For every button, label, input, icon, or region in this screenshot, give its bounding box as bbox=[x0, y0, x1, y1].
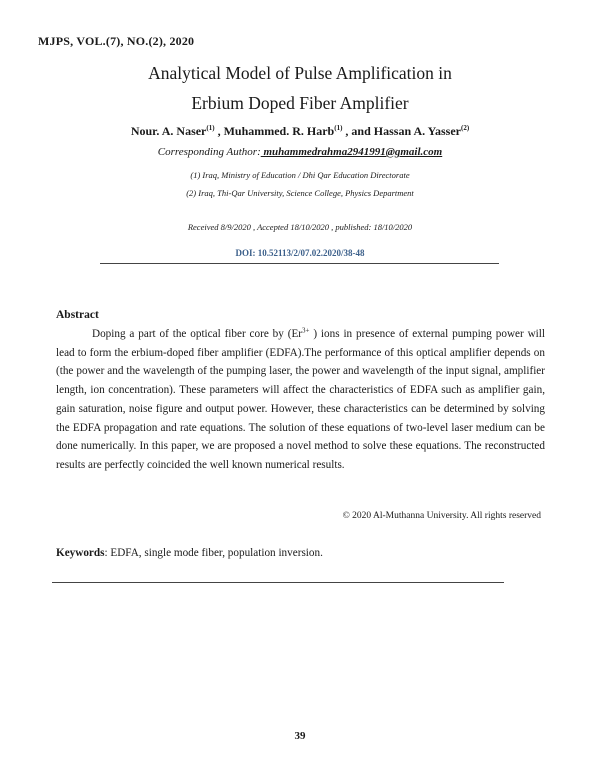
header-divider bbox=[100, 263, 499, 264]
author-separator: , bbox=[214, 124, 224, 138]
keywords-text: : EDFA, single mode fiber, population inversion. bbox=[104, 547, 323, 559]
author-name: Hassan A. Yasser bbox=[373, 124, 461, 138]
author-name: Nour. A. Naser bbox=[130, 124, 207, 138]
author-separator: , and bbox=[342, 124, 374, 138]
author-name: Muhammed. R. Harb bbox=[223, 124, 335, 138]
author-affiliation-mark: (2) bbox=[461, 124, 470, 132]
corresponding-author bbox=[0, 146, 600, 158]
abstract-heading: Abstract bbox=[56, 309, 99, 321]
author-affiliation-mark: (1) bbox=[334, 124, 343, 132]
corresponding-author-label: Corresponding Author: bbox=[157, 146, 261, 158]
doi-link[interactable]: DOI: 10.52113/2/07.02.2020/38-48 bbox=[235, 248, 365, 258]
author-list bbox=[0, 124, 600, 139]
keywords bbox=[56, 547, 323, 559]
abstract-text-start: Doping a part of the optical fiber core by (Er bbox=[92, 328, 303, 340]
corresponding-email-link[interactable]: muhammedrahma2941991@gmail.com bbox=[260, 146, 443, 158]
keywords-label: Keywords bbox=[56, 547, 105, 559]
copyright-notice: © 2020 Al-Muthanna University. All rights reserved bbox=[342, 511, 541, 521]
author-affiliation-mark: (1) bbox=[206, 124, 215, 132]
ion-charge-superscript: 3+ bbox=[302, 326, 310, 335]
abstract-text-rest: ) ions in presence of external pumping power will lead to form the erbium-doped fiber amplifier (EDFA).The performance of this optical amplifier depends on (the power and the wavelength of the pumping laser, the power and wavelength of the input signal, amplifier length, ion concentration). These parameters will affect the characteristics of EDFA such as amplifier gain, gain saturation, noise figure and output power. However, these characteristics can be determined by solving the EDFA propagation and rate equations. The solution of these equations of two-level laser medium can be done numerically. In this paper, we are proposed a novel method to solve these equations. The reconstructed results are perfectly coincided the well known numerical results. bbox=[56, 328, 545, 471]
abstract-body bbox=[56, 325, 545, 475]
paper-title-line-1: Analytical Model of Pulse Amplification in bbox=[148, 63, 452, 83]
affiliation-1: (1) Iraq, Ministry of Education / Dhi Qar Education Directorate bbox=[190, 170, 410, 180]
page-number: 39 bbox=[294, 730, 306, 742]
publication-dates: Received 8/9/2020 , Accepted 18/10/2020 , published: 18/10/2020 bbox=[187, 222, 413, 232]
keywords-divider bbox=[52, 582, 504, 583]
paper-title-line-2: Erbium Doped Fiber Amplifier bbox=[191, 93, 409, 113]
journal-header: MJPS, VOL.(7), NO.(2), 2020 bbox=[38, 34, 195, 48]
affiliation-2: (2) Iraq, Thi-Qar University, Science College, Physics Department bbox=[186, 188, 414, 198]
